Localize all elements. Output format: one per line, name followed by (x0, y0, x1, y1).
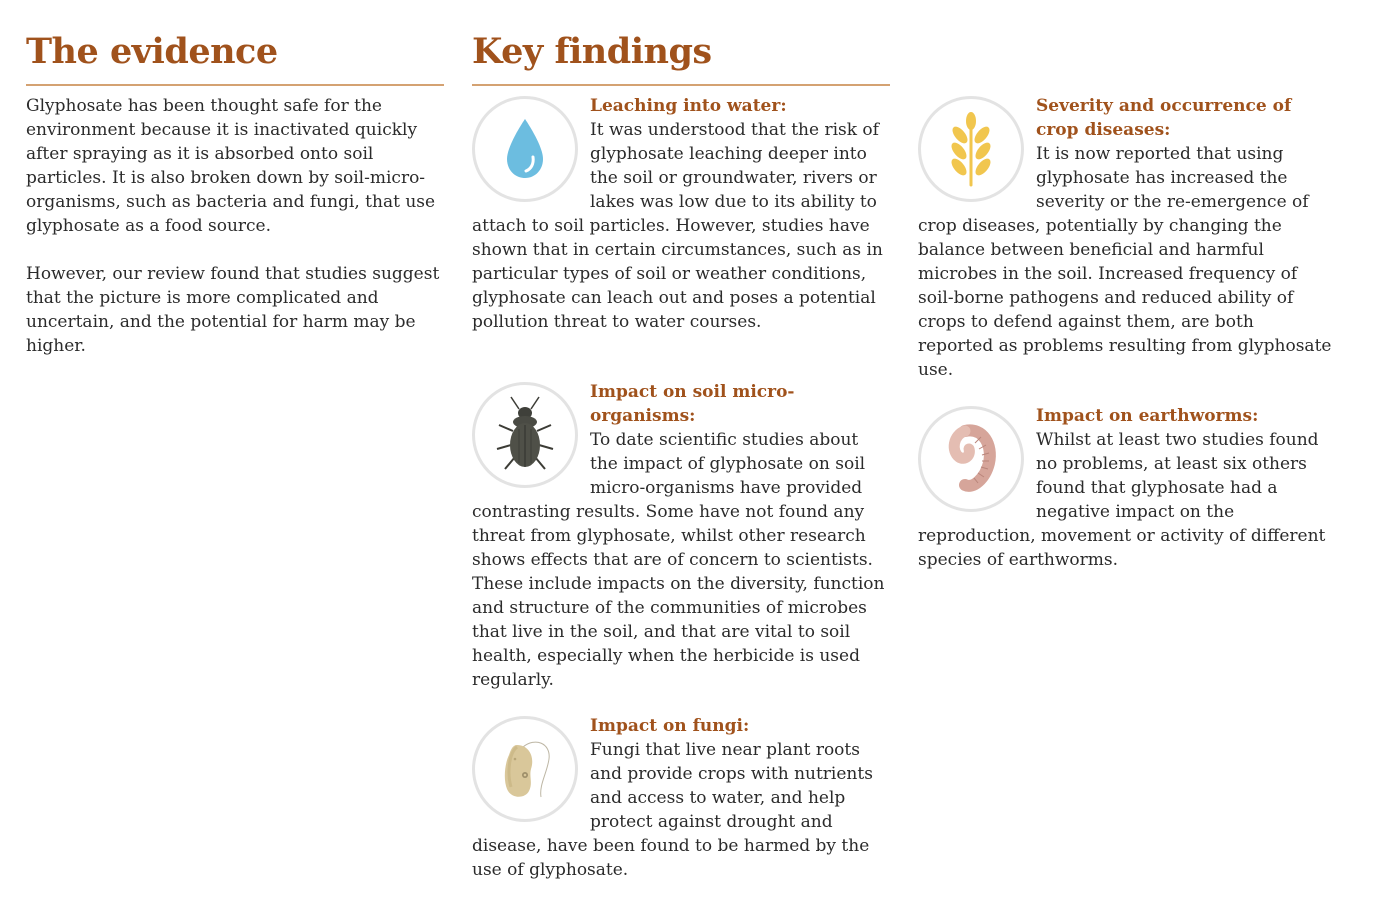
evidence-title: The evidence (26, 31, 278, 72)
finding-heading: Impact on earthworms: (1036, 406, 1259, 426)
finding-leaching-into-water (472, 94, 888, 334)
finding-heading: Leaching into water: (590, 96, 787, 116)
evidence-paragraph: Glyphosate has been thought safe for the environment because it is inactivated quickly after spraying as it is absorbed onto soil particles. It is also broken down by soil-micro-organisms, such as bacteria and fungi, that use glyphosate as a food source. (26, 96, 436, 236)
evidence-paragraph: However, our review found that studies suggest that the picture is more complicated and uncertain, and the potential for harm may be higher. (26, 264, 440, 356)
finding-text: It is now reported that using glyphosate has increased the severity or the re-emergence of crop diseases, potentially by changing the balance between beneficial and harmful microbes in the soil. Increased frequency of soil-borne pathogens and reduced ability of crops to defend against them, are both reported as problems resulting from glyphosate use. (918, 144, 1332, 380)
evidence-title-rule (26, 84, 444, 86)
finding-fungi (472, 714, 888, 882)
fungus-spore-icon (472, 716, 578, 822)
finding-heading: Severity and occurrence of crop diseases: (1036, 96, 1292, 140)
finding-soil-micro-organisms (472, 380, 888, 692)
wheat-icon (918, 96, 1024, 202)
key-findings-title: Key findings (472, 31, 712, 72)
finding-heading: Impact on fungi: (590, 716, 750, 736)
finding-text: It was understood that the risk of glyphosate leaching deeper into the soil or groundwater, rivers or lakes was low due to its ability to attach to soil particles. However, studies have shown that in certain circumstances, such as in particular types of soil or weather conditions, glyphosate can leach out and poses a potential pollution threat to water courses. (472, 120, 883, 332)
earthworm-icon (918, 406, 1024, 512)
evidence-body (26, 94, 442, 382)
finding-text: Whilst at least two studies found no problems, at least six others found that glyphosate had a negative impact on the reproduction, movement or activity of different species of earthworms. (918, 430, 1326, 570)
finding-heading: Impact on soil micro-organisms: (590, 382, 795, 426)
key-findings-title-rule (472, 84, 890, 86)
finding-crop-diseases (918, 94, 1334, 382)
finding-text: To date scientific studies about the impact of glyphosate on soil micro-organisms have provided contrasting results. Some have not found any threat from glyphosate, whilst other research shows effects that are of concern to scientists. These include impacts on the diversity, function and structure of the communities of microbes that live in the soil, and that are vital to soil health, especially when the herbicide is used regularly. (472, 430, 885, 690)
finding-earthworms (918, 404, 1334, 572)
water-drop-icon (472, 96, 578, 202)
finding-text: Fungi that live near plant roots and provide crops with nutrients and access to water, and help protect against drought and disease, have been found to be harmed by the use of glyphosate. (472, 740, 873, 880)
beetle-icon (472, 382, 578, 488)
